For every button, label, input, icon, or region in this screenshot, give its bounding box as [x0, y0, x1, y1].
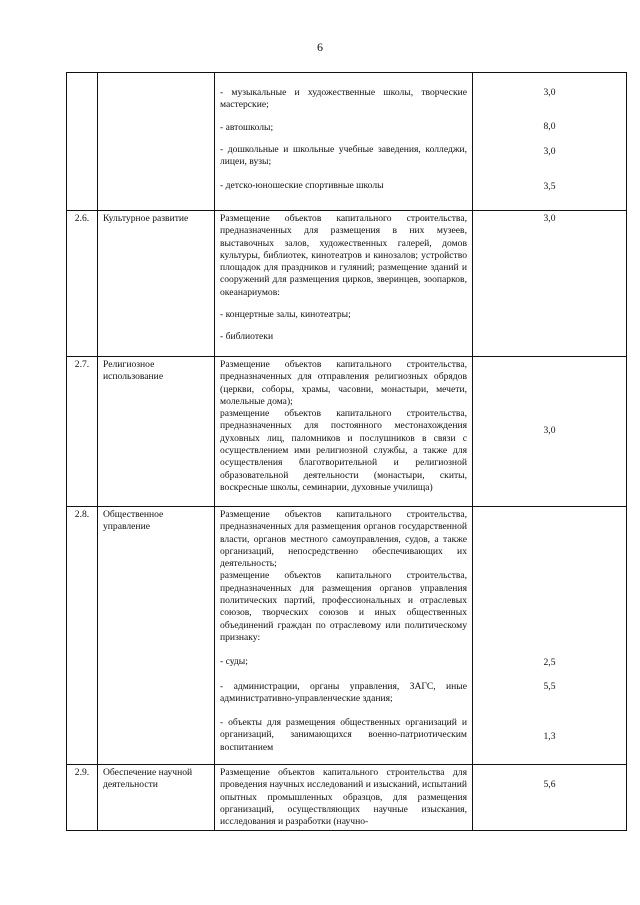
row-name: Общественное управление	[98, 507, 215, 765]
table-row	[67, 765, 627, 831]
row-name: Обеспечение научной деятельности	[98, 765, 215, 831]
list-item: - суды;	[220, 656, 248, 668]
row-coefficients	[473, 357, 627, 507]
row-name: Религиозное использование	[98, 357, 215, 507]
description-text: размещение объектов капитального строительства, предназначенных для размещения органов управления политических партий, профессиональных и отраслевых союзов, творческих союзов и иных общественных объединений граждан по отраслевому или политическому признаку:	[220, 570, 467, 643]
row-description	[215, 357, 473, 507]
coefficient-value: 1,3	[543, 730, 556, 742]
coefficient-value: 3,0	[543, 213, 556, 224]
coefficient-value: 5,6	[543, 779, 556, 790]
row-coefficients	[473, 73, 627, 211]
row-description	[215, 765, 473, 831]
table-row	[67, 73, 627, 211]
list-item: - музыкальные и художественные школы, творческие мастерские;	[220, 87, 467, 111]
row-description	[215, 73, 473, 211]
list-item: - концертные залы, кинотеатры;	[220, 309, 351, 321]
description-text: размещение объектов капитального строительства, предназначенных для постоянного местонахождения духовных лиц, паломников и послушников в связи с осуществлением ими религиозной службы, а также для осуществления благотворительной и религиозной образовательной деятельности (монастыри, скиты, воскресные школы, семинарии, духовные училища)	[220, 408, 467, 493]
page-number: 6	[317, 40, 323, 54]
row-coefficients	[473, 211, 627, 357]
list-item: - детско-юношеские спортивные школы	[220, 180, 384, 192]
list-item: - автошколы;	[220, 121, 274, 133]
row-number: 2.6.	[67, 211, 98, 357]
list-item: - администрации, органы управления, ЗАГС, иные административно-управленческие здания;	[220, 680, 467, 704]
description-text: Размещение объектов капитального строительства для проведения научных исследований и изысканий, испытаний опытных промышленных образцов, для размещения организаций, осуществляющих научные изыскания, исследования и разработки (научно-	[220, 767, 467, 828]
coefficient-value: 2,5	[543, 657, 556, 668]
row-number: 2.9.	[67, 765, 98, 831]
row-coefficients	[473, 507, 627, 765]
list-item: - объекты для размещения общественных организаций и организаций, занимающихся военно-патриотическим воспитанием	[220, 717, 467, 753]
row-number: 2.8.	[67, 507, 98, 765]
description-text: Размещение объектов капитального строительства, предназначенных для отправления религиозных обрядов (церкви, соборы, храмы, часовни, монастыри, мечети, молельные дома);	[220, 359, 467, 407]
row-description	[215, 211, 473, 357]
row-name: Культурное развитие	[98, 211, 215, 357]
description-text: Размещение объектов капитального строительства, предназначенных для размещения в них музеев, выставочных залов, художественных галерей, домов культуры, библиотек, кинотеатров и кинозалов; устройство площадок для праздников и гуляний; размещение зданий и сооружений для размещения цирков, зверинцев, зоопарков, океанариумов:	[220, 213, 467, 298]
list-item: - библиотеки	[220, 331, 274, 343]
table-row	[67, 507, 627, 765]
description-text: Размещение объектов капитального строительства, предназначенных для размещения органов государственной власти, органов местного самоуправления, судов, а также организаций, непосредственно обеспечивающих их деятельность;	[220, 509, 467, 570]
table-row	[67, 357, 627, 507]
row-number	[67, 73, 98, 211]
row-number: 2.7.	[67, 357, 98, 507]
land-use-table	[66, 72, 627, 831]
coefficient-value: 5,5	[543, 681, 556, 693]
row-description	[215, 507, 473, 765]
row-name	[98, 73, 215, 211]
list-item: - дошкольные и школьные учебные заведения, колледжи, лицеи, вузы;	[220, 143, 467, 168]
coefficient-value: 8,0	[543, 121, 556, 133]
row-coefficients	[473, 765, 627, 831]
table-row	[67, 211, 627, 357]
coefficient-value: 3,0	[543, 145, 556, 157]
coefficient-value: 3,0	[543, 425, 556, 437]
coefficient-value: 3,5	[543, 180, 556, 192]
coefficient-value: 3,0	[543, 87, 556, 98]
